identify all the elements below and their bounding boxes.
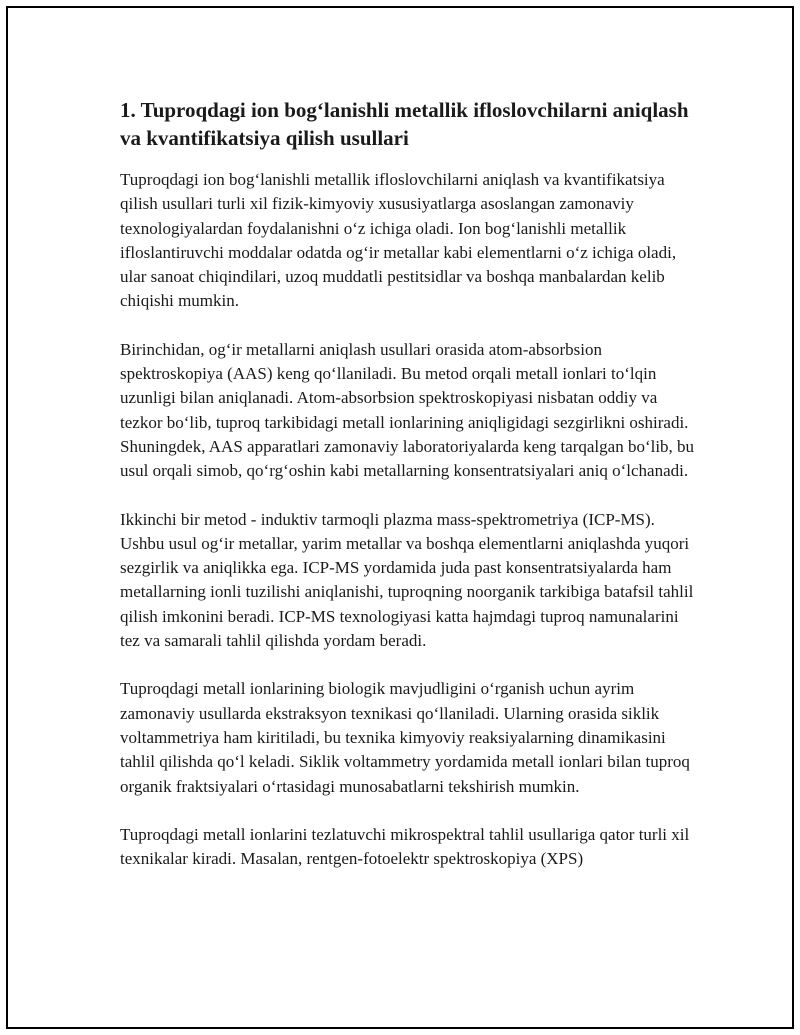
document-body bbox=[120, 96, 696, 895]
paragraph-2: Birinchidan, og‘ir metallarni aniqlash usullari orasida atom-absorbsion spektroskopiya (AAS) keng qo‘llaniladi. Bu metod orqali metall ionlari to‘lqin uzunligi bilan aniqlanadi. Atom-absorbsion spektroskopiyasi nisbatan oddiy va tezkor bo‘lib, tuproq tarkibidagi metall ionlarining aniqligidagi sezgirlikni oshiradi. Shuningdek, AAS apparatlari zamonaviy laboratoriyalarda keng tarqalgan bo‘lib, bu usul orqali simob, qo‘rg‘oshin kabi metallarning konsentratsiyalari aniq o‘lchanadi. bbox=[120, 339, 695, 481]
paragraph-3: Ikkinchi bir metod - induktiv tarmoqli plazma mass-spektrometriya (ICP-MS). Ushbu usul og‘ir metallar, yarim metallar va boshqa elementlarni aniqlashda yuqori sezgirlik va aniqlikka ega. ICP-MS yordamida juda past konsentratsiyalarda ham metallarning ionli tuzilishi aniqlanishi, tuproqning noorganik tarkibiga batafsil tahlil qilish imkonini beradi. ICP-MS texnologiyasi katta hajmdagi tuproq namunalarini tez va samarali tahlil qilishda yordam beradi. bbox=[120, 509, 694, 651]
paragraph-4: Tuproqdagi metall ionlarining biologik mavjudligini o‘rganish uchun ayrim zamonaviy usullarda ekstraksyon texnikasi qo‘llaniladi. Ularning orasida siklik voltammetriya ham kiritiladi, bu texnika kimyoviy reaksiyalarning dinamikasini tahlil qilishda qo‘l keladi. Siklik voltammetry yordamida metall ionlari bilan tuproq organik fraktsiyalari o‘rtasidagi munosabatlarni tekshirish mumkin. bbox=[120, 679, 690, 796]
paragraph-5: Tuproqdagi metall ionlarini tezlatuvchi mikrospektral tahlil usullariga qator turli xil texnikalar kiradi. Masalan, rentgen-fotoelektr spektroskopiya (XPS) bbox=[120, 824, 690, 869]
page-frame bbox=[6, 6, 794, 1029]
section-heading: 1. Tuproqdagi ion bog‘lanishli metallik ifloslovchilarni aniqlash va kvantifikatsiya qilish usullari bbox=[120, 98, 689, 150]
paragraph-1: Tuproqdagi ion bog‘lanishli metallik ifloslovchilarni aniqlash va kvantifikatsiya qilish usullari turli xil fizik-kimyoviy xususiyatlarga asoslangan zamonaviy texnologiyalardan foydalanishni o‘z ichiga oladi. Ion bog‘lanishli metallik ifloslantiruvchi moddalar odatda og‘ir metallar kabi elementlarni o‘z ichiga oladi, ular sanoat chiqindilari, uzoq muddatli pestitsidlar va boshqa manbalardan kelib chiqishi mumkin. bbox=[120, 170, 677, 311]
